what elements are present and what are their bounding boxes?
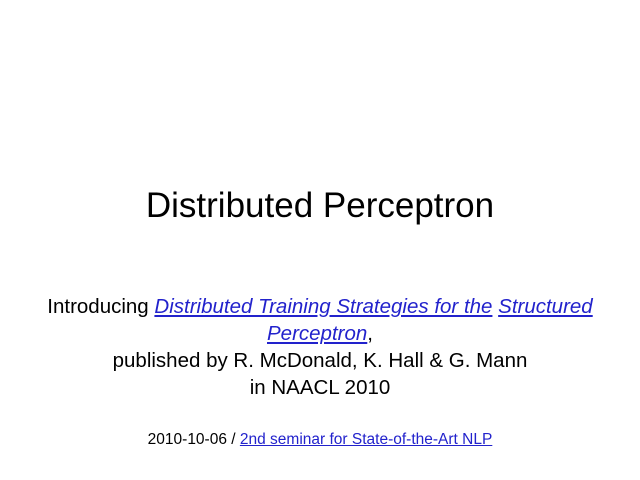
- paper-title-link[interactable]: Distributed Training Strategies for the: [154, 295, 493, 318]
- page-title: Distributed Perceptron: [145, 186, 495, 225]
- paper-title-link-continued[interactable]: Structured Perceptron: [267, 295, 593, 345]
- slide-subtitle: [46, 293, 594, 401]
- footer-separator: /: [226, 431, 240, 448]
- subtitle-lead-text: Introducing: [47, 295, 155, 318]
- footer-date: 2010-10-06: [147, 431, 227, 448]
- slide-footer: [0, 430, 640, 450]
- subtitle-authors: published by R. McDonald, K. Hall & G. Mann: [112, 349, 528, 372]
- subtitle-comma: ,: [367, 322, 373, 345]
- seminar-link[interactable]: 2nd seminar for State-of-the-Art NLP: [239, 431, 493, 448]
- subtitle-venue: in NAACL 2010: [249, 376, 391, 399]
